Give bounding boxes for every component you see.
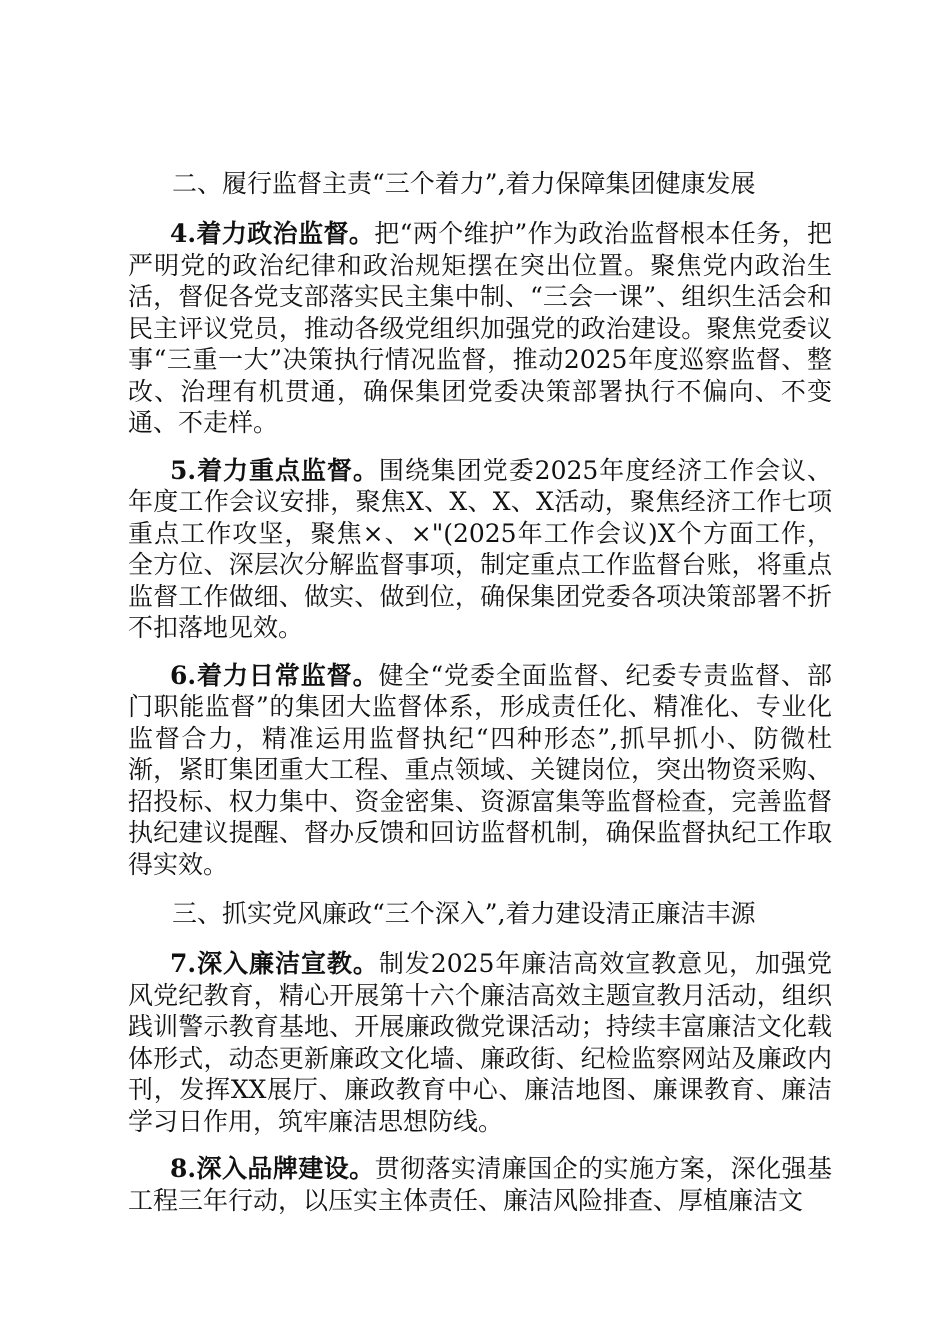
paragraph-item-5: [128, 455, 832, 644]
paragraph-item-4: [128, 218, 832, 439]
section-heading-2: 二、履行监督主责“三个着力”,着力保障集团健康发展: [172, 169, 756, 198]
paragraph-lead: 6.着力日常监督。: [170, 660, 379, 690]
paragraph-item-8: [128, 1153, 832, 1216]
paragraph-text: 制发2025年廉洁高效宣教意见，加强党风党纪教育，精心开展第十六个廉洁高效主题宣教月活动，组织践训警示教育基地、开展廉政微党课活动；持续丰富廉洁文化载体形式，动态更新廉政文化墙、廉政街、纪检监察网站及廉政内刊，发挥XX展厅、廉政教育中心、廉洁地图、廉课教育、廉洁学习日作用，筑牢廉洁思想防线。: [128, 949, 833, 1136]
paragraph-item-6: [128, 660, 832, 881]
paragraph-lead: 8.深入品牌建设。: [170, 1154, 375, 1183]
paragraph-text: 贯彻落实清廉国企的实施方案，深化强基工程三年行动，以压实主体责任、廉洁风险排查、厚植廉洁文: [128, 1154, 832, 1215]
paragraph-lead: 4.着力政治监督。: [170, 219, 375, 248]
paragraph-text: 健全“党委全面监督、纪委专责监督、部门职能监督”的集团大监督体系，形成责任化、精准化、专业化监督合力，精准运用监督执纪“四种形态”,抓早抓小、防微杜渐，紧盯集团重大工程、重点领域、关键岗位，突出物资采购、招投标、权力集中、资金密集、资源富集等监督检查，完善监督执纪建议提醒、督办反馈和回访监督机制，确保监督执纪工作取得实效。: [128, 660, 832, 879]
paragraph-text: 把“两个维护”作为政治监督根本任务，把严明党的政治纪律和政治规矩摆在突出位置。聚焦党内政治生活，督促各党支部落实民主集中制、“三会一课”、组织生活会和民主评议党员，推动各级党组织加强党的政治建设。聚焦党委议事“三重一大”决策执行情况监督，推动2025年度巡察监督、整改、治理有机贯通，确保集团党委决策部署执行不偏向、不变通、不走样。: [128, 219, 832, 437]
document-page: [128, 166, 832, 1232]
paragraph-item-7: [128, 948, 832, 1137]
paragraph-lead: 7.深入廉洁宣教。: [170, 949, 379, 978]
paragraph-text: 围绕集团党委2025年度经济工作会议、年度工作会议安排，聚焦X、X、X、X活动，聚焦经济工作七项重点工作攻坚，聚焦×、×"(2025年工作会议)X个方面工作，全方位、深层次分解监督事项，制定重点工作监督台账，将重点监督工作做细、做实、做到位，确保集团党委各项决策部署不折不扣落地见效。: [128, 455, 833, 642]
paragraph-lead: 5.着力重点监督。: [170, 455, 379, 485]
section-heading-3: 三、抓实党风廉政“三个深入”,着力建设清正廉洁丰源: [172, 899, 756, 928]
